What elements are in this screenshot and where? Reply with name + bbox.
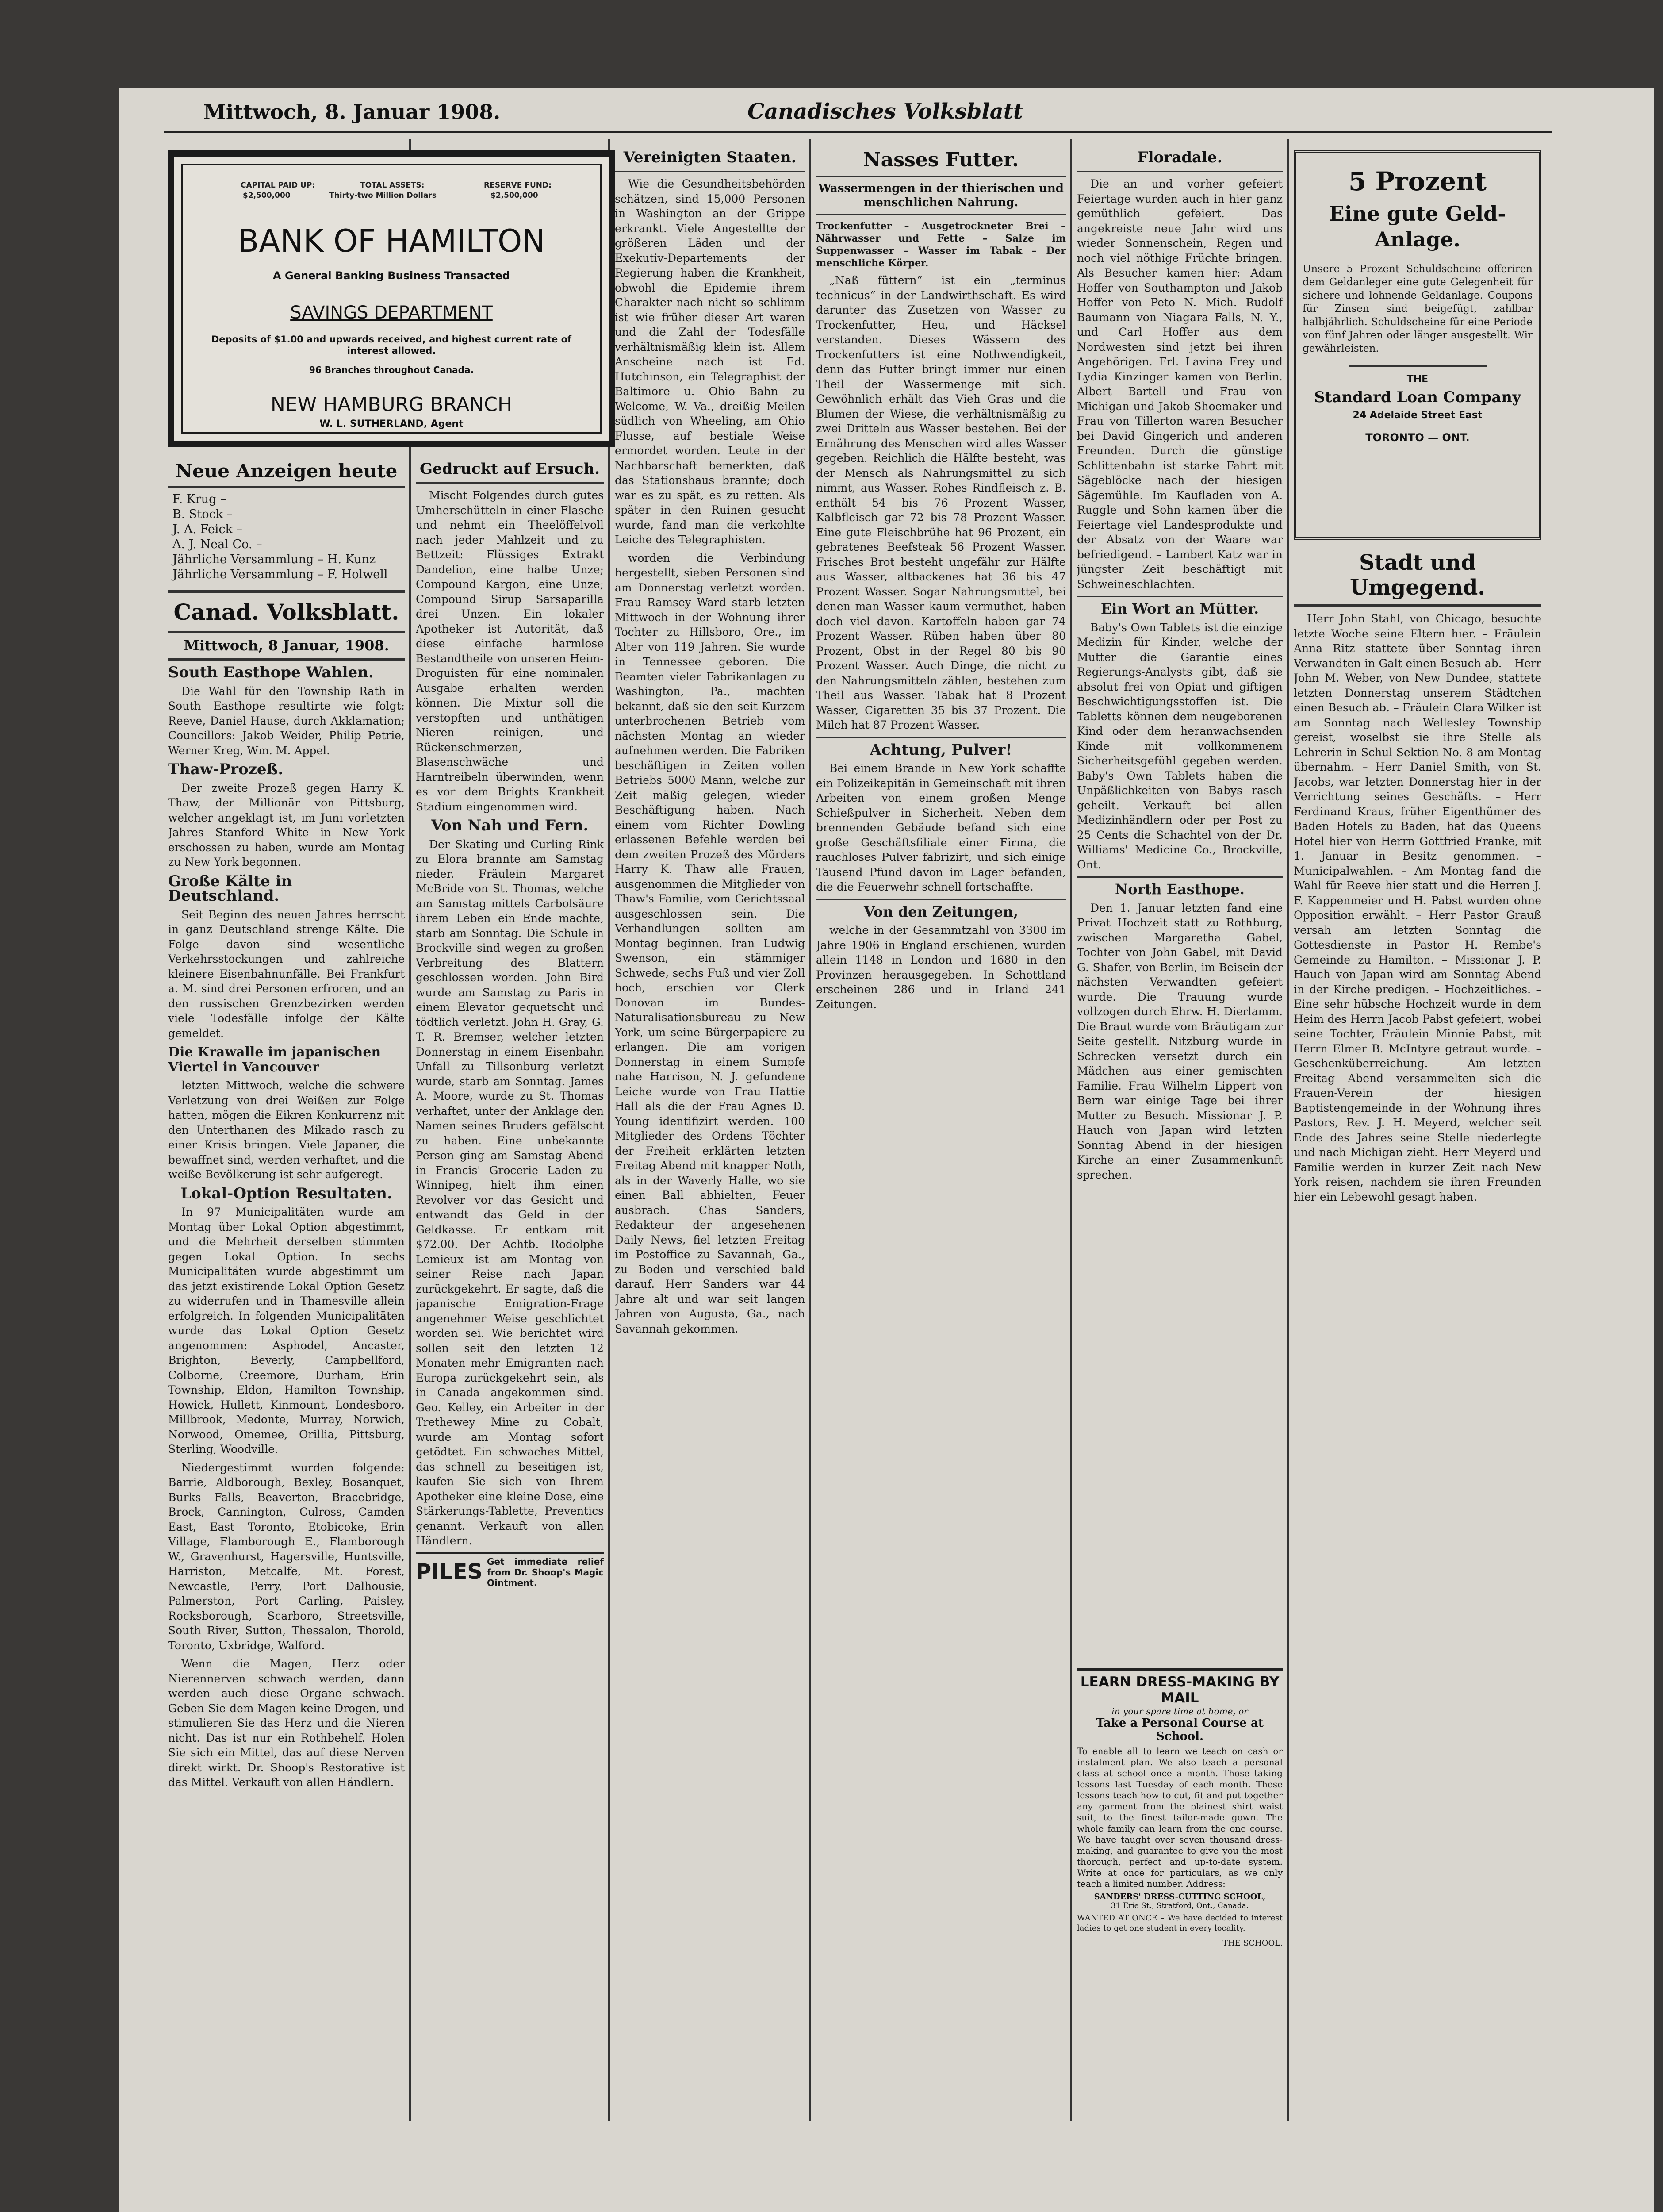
paragraph: „Naß füttern“ ist ein „terminus technicus“ in der Landwirthschaft. Es wird darunter das Zusetzen von Wasser zu Trockenfutter, Heu, und Häcksel verstanden. Dieses Wässern des Trockenfutters ist eine Nothwendigkeit, denn das Futter bringt immer nur einen Theil der Wassermenge mit sich. Gewöhnlich erhält das Vieh Gras und die Blumen der Wiese, die verhältnismäßig zu zwei Dritteln aus Wasser bestehen. Bei der Ernährung des Menschen wird alles Wasser gegeben. Reichlich die Hälfte besteht, was der Mensch als Nahrungsmittel zu sich nimmt, aus Wasser. Rohes Rindfleisch z. B. enthält 54 bis 76 Prozent Wasser, Kalbfleisch gar 72 bis 78 Prozent Wasser. Eine gute Fleischbrühe hat 96 Prozent, ein gebratenes Beefsteak 56 Prozent Wasser. Frisches Brot besteht ungefähr zur Hälfte aus Wasser, altbackenes hat 36 bis 47 Prozent Wasser. Sogar Nahrungsmittel, bei denen man Wasser kaum vermuthet, haben doch viel davon. Kartoffeln haben gar 74 Prozent Wasser. Rüben haben über 80 Prozent, Obst in der Regel 80 bis 90 Prozent Wasser. Auch Dinge, die nicht zu den Nahrungsmitteln zählen, bestehen zum Theil aus Wasser. Tabak hat 8 Prozent Wasser, Cigaretten 35 bis 37 Prozent. Die Milch hat 87 Prozent Wasser. (816, 274, 1066, 731)
dressmaking-wanted: WANTED AT ONCE – We have decided to interest ladies to get one student in every locality. (1077, 1913, 1283, 1933)
reserve-value: $2,500,000 (490, 191, 538, 200)
dressmaking-address: 31 Erie St., Stratford, Ont., Canada. (1111, 1901, 1249, 1910)
neue-anzeigen-list (168, 492, 405, 582)
paragraph: Der zweite Prozeß gegen Harry K. Thaw, der Millionär von Pittsburg, welcher angeklagt ist, im Juni vorletzten Jahres Stanford White in New York erschossen zu haben, wurde am Montag zu New York begonnen. (168, 781, 405, 868)
paragraph: welche in der Gesammtzahl von 3300 im Jahre 1906 in England erschienen, wurden allein 1148 in London und 1680 in den Provinzen herausgegeben. In Schottland erscheinen 286 und in Irland 241 Zeitungen. (816, 924, 1066, 1011)
branch-name: NEW HAMBURG BRANCH (270, 393, 513, 416)
paragraph: Baby's Own Tablets ist die einzige Medizin für Kinder, welche der Mutter die Garantie eines Regierungs-Analysts gibt, daß sie absolut frei von Opiat und giftigen Beschwichtigungsstoffen ist. Die Tabletts können dem neugeborenen Kind oder dem heranwachsenden Kinde mit vollkommenem Sicherheitsgefühl gegeben werden. Baby's Own Tablets haben die Unpäßlichkeiten von Babys rasch geheilt. Verkauft bei allen Medizinhändlern oder per Post zu 25 Cents die Schachtel von der Dr. Williams' Medicine Co., Brockville, Ont. (1077, 621, 1283, 871)
section-title: Thaw-Prozeß. (168, 760, 284, 778)
list-item: Jährliche Versammlung – F. Holwell (172, 568, 388, 581)
piles-ad (416, 1552, 604, 1588)
paragraph: worden die Verbindung hergestellt, sieben Personen sind am Donnerstag verletzt worden. Frau Ramsey Ward starb letzten Mittwoch in der Wohnung ihrer Tochter zu Hillsboro, Ore., im Alter von 119 Jahren. Sie wurde in Tennessee geboren. Die Beamten vieler Fabrikanlagen zu Washington, Pa., machten bekannt, daß sie den seit Kurzem unterbrochenen Betrieb vom nächsten Montag an wieder aufnehmen werden. Die Fabriken beschäftigen in Zeiten vollen Betriebs 5000 Mann, welche zur Zeit mäßig gelegen, wieder Beschäftigung haben. Nach einem vom Richter Dowling erlassenen Befehle werden bei dem zweiten Prozeß des Mörders Harry K. Thaw alle Frauen, ausgenommen die Mitglieder von Thaw's Familie, vom Gerichtssaal ausgeschlossen sein. Die Verhandlungen sollten am Montag beginnen. Iran Ludwig Swenson, ein stämmiger Schwede, sechs Fuß und vier Zoll hoch, erschien vor Clerk Donovan im Bundes-Naturalisationsbureau zu New York, um seine Bürgerpapiere zu erlangen. Die am vorigen Donnerstag in einem Sumpfe nahe Harrison, N. J. gefundene Leiche wurde von Frau Hattie Hall als die der Frau Agnes D. Young identifizirt werden. 100 Mitglieder des Ordens Töchter der Freiheit erklärten letzten Freitag Abend mit knapper Noth, als in der Waverly Halle, wo sie einen Ball abhielten, Feuer ausbrach. Chas Sanders, Redakteur der angesehenen Daily News, fiel letzten Freitag im Postoffice zu Savannah, Ga., zu Boden und verschied bald darauf. Herr Sanders war 44 Jahre alt und war seit langen Jahren von Augusta, Ga., nach Savannah gekommen. (615, 551, 805, 1335)
savings-department: SAVINGS DEPARTMENT (290, 303, 493, 323)
piles-label: PILES (416, 1559, 483, 1584)
section-title: Die Krawalle im japanischen Viertel in Vancouver (168, 1045, 381, 1075)
gedruckt-title: Gedruckt auf Ersuch. (419, 460, 600, 478)
paragraph: Der Skating und Curling Rink zu Elora brannte am Samstag nieder. Fräulein Margaret McBride von St. Thomas, welche am Samstag mittels Carbolsäure ihrem Leben ein Ende machte, starb am Sonntag. Die Schule in Brockville sind wegen zu großen Verbreitung des Blattern geschlossen worden. John Bird wurde am Samstag zu Paris in einem Elevator gequetscht und tödtlich verletzt. John H. Gray, G. T. R. Bremser, welcher letzten Donnerstag in einem Eisenbahn Unfall zu Tillsonburg verletzt wurde, starb am Sonntag. James A. Moore, wurde zu St. Thomas verhaftet, unter der Anklage den Namen seines Bruders gefälscht zu haben. Eine unbekannte Person ging am Samstag Abend in Francis' Grocerie Laden zu Winnipeg, hielt ihm einen Revolver vor das Gesicht und entwandt das Geld in der Geldkasse. Er entkam mit $72.00. Der Achtb. Rodolphe Lemieux ist am Montag von seiner Reise nach Japan zurückgekehrt. Er sagte, daß die japanische Emigration-Frage angenehmer Weise geschlichtet worden sei. Wie berichtet wird sollen seit den letzten 12 Monaten mehr Emigranten nach Europa zurückgekehrt sein, als in Canada angekommen sind. Geo. Kelley, ein Arbeiter in der Trethewey Mine zu Cobalt, wurde am Montag sofort getödtet. Ein schwaches Mittel, das schnell zu beseitigen ist, kaufen Sie sich von Ihrem Apotheker eine kleine Dose, eine Stärkerungs-Tablette, Preventics genannt. Verkauft von allen Händlern. (416, 837, 604, 1547)
paragraph: Die an und vorher gefeiert Feiertage wurden auch in hier ganz gemüthlich gefeiert. Das angekreiste neue Jahr wird uns wieder Sonnenschein, Regen und noch viel nöthige Früchte bringen. Als Besucher kamen hier: Adam Hoffer von Southampton und Jakob Hoffer von Peto N. Mich. Rudolf Baumann von Niagara Falls, N. Y., und Carl Hoffer aus dem Nordwesten sind jetzt bei ihren Angehörigen. Frl. Lavina Frey und Lydia Kinzinger kamen von Berlin. Albert Bartell und Frau von Michigan und Jakob Shoemaker und Frau von Tillerton waren Besucher bei David Gingerich und anderen Freunden. Durch die günstige Schlittenbahn ist starke Fahrt mit Sägeblöcke nach der hiesigen Sägemühle. Im Kaufladen von A. Ruggle und Sohn kamen über die Feiertage viel Landesprodukte und der Absatz von der Waare war befriedigend. – Lambert Katz war in jüngster Zeit beschäftigt mit Schweineschlachten. (1077, 177, 1283, 591)
section-title: Lokal-Option Resultaten. (180, 1184, 392, 1202)
paragraph: Herr John Stahl, von Chicago, besuchte letzte Woche seine Eltern hier. – Fräulein Anna Ritz stattete über Sonntag ihren Verwandten in Galt einen Besuch ab. – Herr John M. Weber, von New Dundee, stattete letzten Donnerstag unserem Städtchen einen Besuch ab. – Fräulein Clara Wilker ist am Sonntag nach Wellesley Township gereist, woselbst sie ihre Stelle als Lehrerin in Schul-Sektion No. 8 am Montag übernahm. – Herr Daniel Smith, von St. Jacobs, war letzten Donnerstag hier in der Verrichtung seines Geschäfts. – Herr Ferdinand Kraus, früher Eigenthümer des Baden Hotels zu Baden, hat das Queens Hotel hier von Herrn Gottfried Franke, mit 1. Januar in Besitz genommen. – Municipalwahlen. – Am Montag fand die Wahl für Reeve hier statt und die Herren J. F. Kappenmeier und H. Pabst wurden ohne Opposition erwählt. – Herr Pastor Grauß versah am letzten Sonntag die Gottesdienste in Pastor H. Rembe's Gemeinde zu Hamilton. – Missionar J. P. Hauch von Japan wird am Sonntag Abend in der Kirche predigen. – Hochzeitliches. – Eine sehr hübsche Hochzeit wurde in dem Heim des Herrn Jacob Pabst gefeiert, wobei seine Tochter, Fräulein Minnie Pabst, mit Herrn Elmer B. McIntyre getraut wurde. – Geschenküberreichung. – Am letzten Freitag Abend versammelten sich die Frauen-Verein der hiesigen Baptistengemeinde in der Wohnung ihres Pastors, Rev. J. H. Meyerd, welcher seit Ende des Jahres seine Stelle niederlegte und nach Michigan zieht. Herr Meyerd und Familie werden in kurzer Zeit nach New York reisen, nachdem sie ihren Freunden hier ein Lebewohl gesagt haben. (1294, 612, 1541, 1203)
paper-date: Mittwoch, 8 Januar, 1908. (184, 637, 389, 654)
paragraph: Mischt Folgendes durch gutes Umherschütteln in einer Flasche und nehmt ein Theelöffelvoll nach jeder Mahlzeit und zu Bettzeit: Flüssiges Extrakt Dandelion, eine halbe Unze; Compound Kargon, eine Unze; Compound Sirup Sarsaparilla drei Unzen. Ein lokaler Apotheker ist Autorität, daß diese einfache harmlose Bestandtheile von unseren Heim-Droguisten für eine nominalen Ausgabe erhalten werden können. Die Mixtur soll die verstopften und unthätigen Nieren reinigen, und Rückenschmerzen, Blasenschwäche und Harntreibeln überwinden, wenn es vor dem Brights Krankheit Stadium eingenommen wird. (416, 489, 604, 813)
five-percent-ad (1294, 150, 1541, 540)
column-3 (615, 142, 805, 2110)
company-address: 24 Adelaide Street East (1353, 410, 1483, 421)
column-2 (416, 456, 604, 2212)
piles-text: Get immediate relief from Dr. Shoop's Magic Ointment. (487, 1556, 604, 1588)
branches-text: 96 Branches throughout Canada. (309, 365, 474, 375)
bank-tagline: A General Banking Business Transacted (273, 269, 510, 282)
section-title: Große Kälte in Deutschland. (168, 872, 292, 905)
column-rule (809, 139, 811, 2121)
newspaper-page (119, 88, 1654, 2212)
branch-agent: W. L. SUTHERLAND, Agent (319, 419, 464, 430)
paragraph: Bei einem Brande in New York schaffte ein Polizeikapitän in Gemeinschaft mit ihren Arbeiten von einem großen Menge Schießpulver in Sicherheit. Neben dem brennenden Gebäude befand sich eine große Geschäftsfiliale einer Firma, die rauchloses Pulver fabrizirt, und sich einige Tausend Pfund davon im Lager befanden, die die Feuerwehr schnell fortschaffte. (816, 762, 1066, 893)
column-1 (168, 456, 405, 2212)
paragraph: Seit Beginn des neuen Jahres herrscht in ganz Deutschland strenge Kälte. Die Folge davon sind wesentliche Verkehrsstockungen und zahlreiche kleinere Eisenbahnunfälle. Bei Frankfurt a. M. sind drei Personen erfroren, und an den russischen Grenzbezirken werden viele Todesfälle infolge der Kälte gemeldet. (168, 908, 405, 1040)
list-item: B. Stock – (172, 507, 233, 521)
column-4 (816, 142, 1066, 2110)
lead-summary: Trockenfutter – Ausgetrockneter Brei – Nährwasser und Fette – Salze im Suppenwasser – Wasser im Tabak – Der menschliche Körper. (816, 220, 1066, 269)
bank-name: BANK OF HAMILTON (238, 223, 545, 259)
dressmaking-subtitle: in your spare time at home, or (1111, 1706, 1248, 1717)
stadt-umgegend-title: Stadt und Umgegend. (1349, 550, 1486, 600)
newspaper-title: Canadisches Volksblatt (747, 99, 1023, 124)
dressmaking-subtitle-2: Take a Personal Course at School. (1096, 1717, 1264, 1743)
section-title: North Easthope. (1115, 881, 1245, 898)
section-title: Ein Wort an Mütter. (1100, 600, 1259, 617)
nasses-futter-subtitle: Wassermengen in der thierischen und menschlichen Nahrung. (818, 182, 1064, 209)
column-5 (1077, 142, 1283, 2110)
assets-label: TOTAL ASSETS: (360, 181, 425, 190)
issue-date: Mittwoch, 8. Januar 1908. (203, 100, 501, 124)
five-percent-text: Unsere 5 Prozent Schuldscheine offeriren dem Geldanleger eine gute Gelegenheit für sichere und lohnende Geldanlage. Coupons für Zinsen sind beigefügt, zahlbar halbjährlich. Schuldscheine für eine Periode von fünf Jahren oder länger ausgestellt. Wir gewährleisten. (1303, 263, 1533, 354)
paper-name: Canad. Volksblatt. (173, 599, 399, 625)
paragraph: Niedergestimmt wurden folgende: Barrie, Aldborough, Bexley, Bosanquet, Burks Falls, Beaverton, Bracebridge, Brock, Cannington, Culross, Camden East, East Toronto, Etobicoke, Erin Village, Flamborough E., Flamborough W., Gravenhurst, Hagersville, Huntsville, Harriston, Metcalfe, Mt. Forest, Newcastle, Perry, Port Dalhousie, Palmerston, Port Carling, Paisley, Rocksborough, Scarboro, Streetsville, South River, Sutton, Thessalon, Thorold, Toronto, Uxbridge, Walford. (168, 1461, 405, 1652)
masthead (119, 88, 1654, 142)
dressmaking-signature: THE SCHOOL. (1222, 1939, 1283, 1948)
section-title: Von den Zeitungen, (863, 903, 1019, 920)
deposits-text: Deposits of $1.00 and upwards received, and highest current rate of interest allowed. (211, 334, 572, 356)
company-prefix: THE (1406, 374, 1429, 385)
list-item: A. J. Neal Co. – (172, 538, 262, 551)
floradale-title: Floradale. (1137, 149, 1222, 166)
column-6 (1294, 142, 1541, 2110)
paragraph: letzten Mittwoch, welche die schwere Verletzung von drei Weißen zur Folge hatten, mögen die Eikren Konkurrenz mit den Unterthanen des Mikado rasch zu einer Krisis bringen. Viele Japaner, die bewaffnet sind, werden verhaftet, und die weiße Bevölkerung ist sehr aufgeregt. (168, 1079, 405, 1181)
nasses-futter-title: Nasses Futter. (863, 149, 1019, 171)
five-percent-title: 5 Prozent (1348, 166, 1487, 196)
dressmaking-ad (1077, 1668, 1283, 1951)
company-city: TORONTO — ONT. (1365, 431, 1470, 444)
dressmaking-title: LEARN DRESS-MAKING BY MAIL (1080, 1674, 1280, 1706)
list-item: F. Krug – (172, 492, 226, 506)
column-rule (1070, 139, 1072, 2121)
paragraph: Den 1. Januar letzten fand eine Privat Hochzeit statt zu Rothburg, zwischen Margaretha Gabel, Tochter von John Gabel, mit David G. Shafer, von Berlin, im Beisein der nächsten Verwandten gefeiert wurde. Die Trauung wurde vollzogen durch Ehrw. H. Dierlamm. Die Braut wurde vom Bräutigam zur Seite gestellt. Nitzburg wurde in Schrecken versetzt durch ein Mädchen aus einer gemischten Familie. Frau Wilhelm Lippert von Bern war einige Tage bei ihrer Mutter zu Besuch. Missionar J. P. Hauch von Japan wird letzten Sonntag Abend in der hiesigen Kirche an einer Zusammenkunft sprechen. (1077, 901, 1283, 1181)
neue-anzeigen-title: Neue Anzeigen heute (175, 460, 398, 482)
column-rule (1287, 139, 1289, 2121)
company-name: Standard Loan Company (1314, 388, 1521, 406)
paragraph: Wie die Gesundheitsbehörden schätzen, sind 15,000 Personen in Washington an der Grippe erkrankt. Viele Angestellte der größeren Läden und der Exekutiv-Departements der Regierung haben die Krankheit, obwohl die Epidemie ihrem Charakter nach nicht so schlimm ist wie früher dieser Art waren und die Zahl der Todesfälle verhältnismäßig klein ist. Allem Anscheine nach ist Ed. Hutchinson, ein Telegraphist der Baltimore u. Ohio Bahn zu Welcome, W. Va., dreißig Meilen südlich von Wheeling, am Ohio Flusse, auf bestiale Weise ermordet worden. Leute in der Nachbarschaft bemerkten, daß das Stationshaus brannte; doch war es zu spät, es zu retten. Als später in den Ruinen gesucht wurde, fand man die verkohlte Leiche des Telegraphisten. (615, 177, 805, 546)
column-1-body (168, 665, 405, 1790)
reserve-label: RESERVE FUND: (484, 181, 552, 190)
capital-value: $2,500,000 (243, 191, 291, 200)
paragraph: Die Wahl für den Township Rath in South Easthope resultirte wie folgt: Reeve, Daniel Hause, durch Akklamation; Councillors: Jakob Weider, Philip Petrie, Werner Kreg, Wm. M. Appel. (168, 684, 405, 757)
list-item: J. A. Feick – (172, 522, 242, 536)
section-title: Von Nah und Fern. (431, 817, 589, 834)
dressmaking-text: To enable all to learn we teach on cash or instalment plan. We also teach a personal class at school once a month. Those taking lessons last Tuesday of each month. These lessons teach how to cut, fit and put together any garment from the plainest shirt waist suit, to the finest tailor-made gown. The whole family can learn from the one course. We have taught over seven thousand dress-making, and guarantee to give you the most thorough, perfect and up-to-date system. Write at once for particulars, as we only teach a limited number. Address: (1077, 1746, 1283, 1889)
five-percent-subtitle: Eine gute Geld-Anlage. (1329, 202, 1506, 251)
paragraph: Wenn die Magen, Herz oder Nierennerven schwach werden, dann werden auch diese Organe schwach. Geben Sie dem Magen keine Drogen, und stimulieren Sie das Herz und die Nieren nicht. Das ist nur ein Rothbehelf. Holen Sie sich ein Mittel, das auf diese Nerven direkt wirkt. Dr. Shoop's Restorative ist das Mittel. Verkauft von allen Händlern. (168, 1657, 405, 1789)
section-title: South Easthope Wahlen. (168, 664, 374, 681)
paragraph: In 97 Municipalitäten wurde am Montag über Lokal Option abgestimmt, und die Mehrheit derselben stimmten gegen Lokal Option. In sechs Municipalitäten wurde abgestimmt um das jetzt existirende Lokal Option Gesetz zu widerrufen und in Thamesville allein erfolgreich. In folgenden Municipalitäten wurde das Lokal Option Gesetz angenommen: Asphodel, Ancaster, Brighton, Beverly, Campbellford, Colborne, Creemore, Durham, Erin Township, Eldon, Hamilton Township, Howick, Hullett, Kinmount, Londesboro, Millbrook, Medonte, Murray, Norwich, Norwood, Omemee, Orillia, Pittsburg, Sterling, Woodville. (168, 1206, 405, 1455)
list-item: Jährliche Versammlung – H. Kunz (172, 553, 376, 566)
capital-label: CAPITAL PAID UP: (241, 181, 315, 190)
dressmaking-school: SANDERS' DRESS-CUTTING SCHOOL, (1094, 1892, 1266, 1901)
section-title: Achtung, Pulver! (870, 741, 1012, 759)
bank-of-hamilton-ad (168, 150, 615, 447)
vereinigten-staaten-title: Vereinigten Staaten. (623, 149, 797, 166)
top-rule (164, 131, 1552, 133)
assets-value: Thirty-two Million Dollars (329, 191, 437, 200)
